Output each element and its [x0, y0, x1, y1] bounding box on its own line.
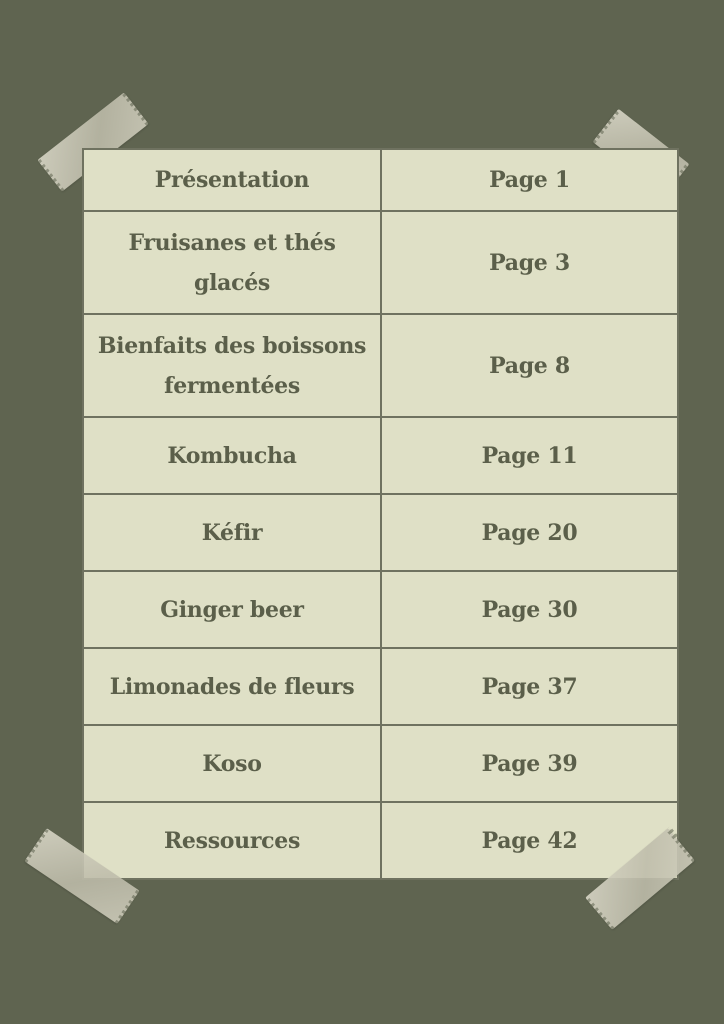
toc-title: Kombucha [83, 417, 381, 494]
toc-title: Kéfir [83, 494, 381, 571]
table-row [83, 725, 678, 802]
toc-page-number: Page 1 [381, 149, 678, 211]
toc-page-number: Page 8 [381, 314, 678, 417]
toc-title: Bienfaits des boissons fermentées [83, 314, 381, 417]
table-row [83, 314, 678, 417]
toc-title: Fruisanes et thés glacés [83, 211, 381, 314]
toc-title: Ressources [83, 802, 381, 879]
table-of-contents [82, 148, 679, 880]
table-row [83, 149, 678, 211]
toc-title: Limonades de fleurs [83, 648, 381, 725]
table-row [83, 571, 678, 648]
toc-title: Ginger beer [83, 571, 381, 648]
toc-page-number: Page 37 [381, 648, 678, 725]
table-row [83, 211, 678, 314]
table-row [83, 417, 678, 494]
toc-page-number: Page 30 [381, 571, 678, 648]
table-row [83, 648, 678, 725]
toc-title: Présentation [83, 149, 381, 211]
toc-page-number: Page 39 [381, 725, 678, 802]
toc-page-number: Page 20 [381, 494, 678, 571]
table-row [83, 494, 678, 571]
toc-title: Koso [83, 725, 381, 802]
toc-page-number: Page 42 [381, 802, 678, 879]
toc-page-number: Page 3 [381, 211, 678, 314]
table-row [83, 802, 678, 879]
toc-page-number: Page 11 [381, 417, 678, 494]
